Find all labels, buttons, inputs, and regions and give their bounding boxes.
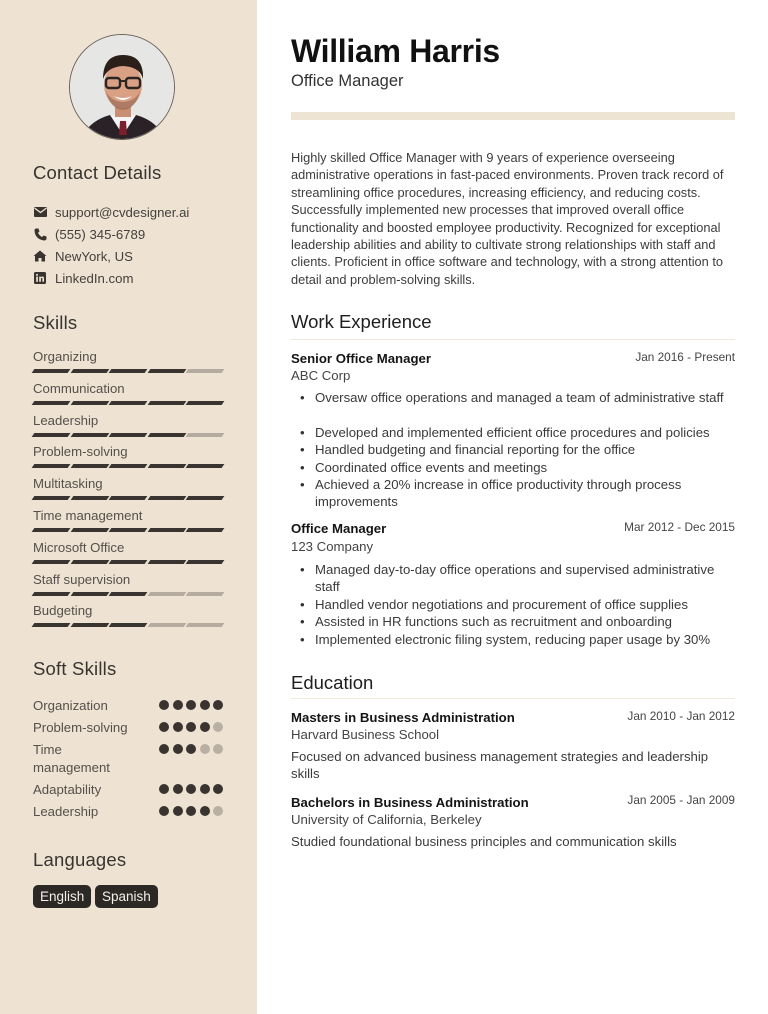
skill-item [33, 572, 223, 596]
soft-skills-heading: Soft Skills [33, 658, 117, 679]
soft-skill-item [33, 697, 223, 715]
skill-level-bar [33, 369, 223, 373]
rating-dot-icon [173, 722, 183, 732]
soft-skill-rating [159, 700, 223, 715]
edu-2-description: Studied foundational business principles and communication skills [291, 834, 677, 849]
skill-segment [32, 401, 70, 405]
edu-1-description: Focused on advanced business management strategies and leadership skills [291, 749, 709, 782]
skill-segment [109, 560, 147, 564]
skill-segment [147, 464, 185, 468]
rating-dot-icon [200, 700, 210, 710]
linkedin-icon [33, 271, 47, 285]
rating-dot-icon [186, 784, 196, 794]
rating-dot-icon [159, 806, 169, 816]
rating-dot-icon [173, 784, 183, 794]
rating-dot-icon [173, 700, 183, 710]
rating-dot-icon [200, 784, 210, 794]
contact-email[interactable] [33, 203, 189, 221]
education-heading: Education [291, 672, 374, 693]
rating-dot-icon [159, 744, 169, 754]
rating-dot-icon [213, 722, 223, 732]
bullet: • Handled vendor negotiations and procurement of office supplies [291, 596, 735, 613]
skill-label: Microsoft Office [33, 539, 125, 555]
skill-level-bar [33, 401, 223, 405]
edu-2-dates: Jan 2005 - Jan 2009 [627, 793, 735, 807]
skill-segment [147, 592, 185, 596]
job-2-bullets [291, 561, 735, 648]
bullet: • Oversaw office operations and managed a team of administrative staff [291, 389, 735, 406]
skill-label: Budgeting [33, 603, 93, 619]
skill-segment [147, 560, 185, 564]
skill-segment [32, 496, 70, 500]
skill-level-bar [33, 623, 223, 627]
skill-segment [147, 496, 185, 500]
job-1-dates: Jan 2016 - Present [635, 350, 735, 364]
skill-segment [186, 464, 224, 468]
phone-text: (555) 345-6789 [55, 226, 146, 242]
job-1-company: ABC Corp [291, 368, 351, 383]
avatar [69, 34, 175, 140]
education-divider [291, 698, 735, 699]
job-2-title: Office Manager [291, 521, 387, 536]
phone-icon [33, 227, 47, 241]
bullet: • Handled budgeting and financial reporting for the office [291, 441, 735, 458]
skill-item [33, 476, 223, 500]
skill-item [33, 381, 223, 405]
soft-skill-rating [159, 784, 223, 799]
envelope-icon [33, 205, 47, 219]
skill-item [33, 413, 223, 437]
skill-segment [32, 464, 70, 468]
rating-dot-icon [186, 722, 196, 732]
soft-skill-rating [159, 744, 223, 776]
bullet: • Managed day-to-day office operations and supervised administrative staff [291, 561, 735, 596]
skill-level-bar [33, 433, 223, 437]
skill-segment [147, 401, 185, 405]
rating-dot-icon [173, 744, 183, 754]
skill-segment [109, 528, 147, 532]
soft-skill-item [33, 719, 223, 737]
rating-dot-icon [200, 744, 210, 754]
rating-dot-icon [159, 722, 169, 732]
skill-segment [70, 464, 108, 468]
rating-dot-icon [186, 806, 196, 816]
contact-location [33, 247, 133, 265]
rating-dot-icon [173, 806, 183, 816]
edu-1-school: Harvard Business School [291, 727, 440, 742]
skill-segment [186, 401, 224, 405]
skill-segment [32, 369, 70, 373]
bullet: • Developed and implemented efficient office procedures and policies [291, 424, 735, 441]
skill-segment [186, 433, 224, 437]
soft-skill-item [33, 741, 223, 776]
location-text: NewYork, US [55, 248, 133, 264]
skill-segment [109, 623, 147, 627]
soft-skill-label: Time management [33, 742, 110, 775]
skill-segment [70, 369, 108, 373]
rating-dot-icon [159, 700, 169, 710]
skill-segment [147, 528, 185, 532]
soft-skill-item [33, 803, 223, 821]
skill-segment [109, 401, 147, 405]
skill-level-bar [33, 592, 223, 596]
bullet: • Coordinated office events and meetings [291, 459, 735, 476]
skill-label: Leadership [33, 412, 99, 428]
contact-heading: Contact Details [33, 162, 162, 183]
skill-segment [32, 528, 70, 532]
skill-segment [186, 496, 224, 500]
accent-divider [291, 112, 735, 120]
bullet: • Implemented electronic filing system, reducing paper usage by 30% [291, 631, 735, 648]
rating-dot-icon [213, 784, 223, 794]
skill-segment [147, 623, 185, 627]
skill-label: Time management [33, 508, 143, 523]
rating-dot-icon [213, 806, 223, 816]
language-badge-spanish: Spanish [95, 885, 158, 908]
skill-segment [147, 369, 185, 373]
job-1-bullets [291, 389, 735, 511]
skill-segment [186, 560, 224, 564]
job-1-title: Senior Office Manager [291, 351, 431, 366]
bullet: • Achieved a 20% increase in office productivity through process improvements [291, 476, 735, 511]
soft-skill-item [33, 781, 223, 799]
rating-dot-icon [213, 744, 223, 754]
skill-segment [70, 560, 108, 564]
summary-text: Highly skilled Office Manager with 9 years of experience overseeing administrative operations in fast-paced environments. Proven track record of streamlining office procedures, increasing efficiency, and reducing costs. Successfully implemented new processes that improved overall office functionality and boosted employee productivity. Recognized for exceptional leadership abilities and ability to cultivate strong relationships with staff and clients. Proficient in office software and technology, with a strong attention to detail and problem-solving skills. [291, 150, 724, 287]
skill-segment [186, 623, 224, 627]
skill-segment [32, 623, 70, 627]
skill-segment [32, 560, 70, 564]
job-2-dates: Mar 2012 - Dec 2015 [624, 520, 735, 534]
skill-segment [70, 433, 108, 437]
linkedin-text: LinkedIn.com [55, 270, 134, 286]
work-divider [291, 339, 735, 340]
skill-segment [186, 369, 224, 373]
skill-segment [70, 401, 108, 405]
skill-segment [32, 433, 70, 437]
skill-level-bar [33, 496, 223, 500]
skill-item [33, 444, 223, 468]
rating-dot-icon [213, 700, 223, 710]
skill-item [33, 540, 223, 564]
work-heading: Work Experience [291, 311, 432, 332]
rating-dot-icon [200, 722, 210, 732]
skill-label: Staff supervision [33, 571, 131, 587]
soft-skill-label: Organization [33, 698, 108, 713]
skill-segment [70, 528, 108, 532]
skill-segment [186, 528, 224, 532]
skill-segment [147, 433, 185, 437]
skill-item [33, 603, 223, 627]
skill-label: Multitasking [33, 476, 103, 492]
soft-skill-label: Problem-solving [33, 720, 128, 735]
edu-2-degree: Bachelors in Business Administration [291, 795, 529, 810]
skill-label: Communication [33, 380, 125, 396]
rating-dot-icon [200, 806, 210, 816]
job-2-company: 123 Company [291, 539, 374, 554]
edu-1-dates: Jan 2010 - Jan 2012 [627, 709, 735, 723]
skill-item [33, 349, 223, 373]
skill-label: Problem-solving [33, 444, 128, 460]
edu-2-school: University of California, Berkeley [291, 812, 482, 827]
job-title: Office Manager [291, 72, 404, 90]
skill-segment [70, 623, 108, 627]
skill-item [33, 508, 223, 532]
skill-label: Organizing [33, 349, 97, 364]
soft-skill-rating [159, 806, 223, 821]
skill-level-bar [33, 464, 223, 468]
skill-segment [70, 496, 108, 500]
soft-skill-label: Leadership [33, 804, 99, 819]
skills-heading: Skills [33, 312, 78, 333]
skill-segment [109, 592, 147, 596]
skill-segment [70, 592, 108, 596]
home-icon [33, 249, 47, 263]
candidate-name: William Harris [291, 33, 500, 69]
soft-skill-rating [159, 722, 223, 737]
rating-dot-icon [159, 784, 169, 794]
bullet: • Assisted in HR functions such as recruitment and onboarding [291, 613, 735, 630]
contact-linkedin[interactable] [33, 269, 133, 287]
skill-segment [109, 464, 147, 468]
skill-segment [186, 592, 224, 596]
email-text: support@cvdesigner.ai [55, 204, 190, 220]
rating-dot-icon [186, 700, 196, 710]
rating-dot-icon [186, 744, 196, 754]
skill-segment [109, 369, 147, 373]
soft-skill-label: Adaptability [33, 782, 102, 797]
language-badge-english: English [33, 885, 91, 908]
edu-1-degree: Masters in Business Administration [291, 710, 515, 725]
languages-heading: Languages [33, 849, 127, 870]
skill-segment [32, 592, 70, 596]
contact-phone[interactable] [33, 225, 145, 243]
skill-level-bar [33, 528, 223, 532]
sidebar [0, 0, 257, 1014]
skill-segment [109, 433, 147, 437]
skill-segment [109, 496, 147, 500]
skill-level-bar [33, 560, 223, 564]
profile-photo-icon [70, 35, 175, 140]
